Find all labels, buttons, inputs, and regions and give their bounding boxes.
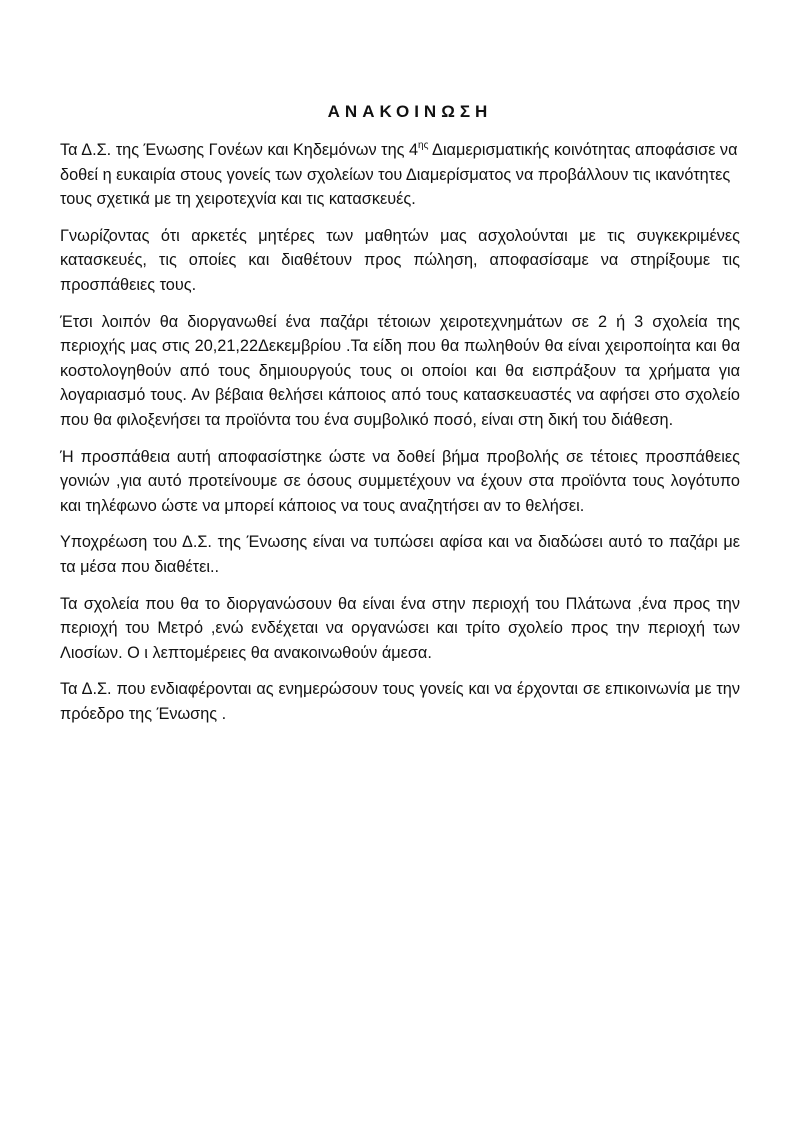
ordinal-suffix: ης bbox=[418, 140, 429, 151]
paragraph-contact: Τα Δ.Σ. που ενδιαφέρονται ας ενημερώσουν τους γονείς και να έρχονται σε επικοινωνία με την πρόεδρο της Ένωσης . bbox=[60, 680, 740, 723]
paragraph-intro-text-1: Τα Δ.Σ. της Ένωσης Γονέων και Κηδεμόνων της 4 bbox=[60, 141, 419, 159]
paragraph-mothers-crafts: Γνωρίζοντας ότι αρκετές μητέρες των μαθητών μας ασχολούνται με τις συγκεκριμένες κατασκευές, τις οποίες και διαθέτουν προς πώληση, αποφασίσαμε να στηρίξουμε τις προσπάθειες τους. bbox=[60, 226, 740, 294]
paragraph-bazaar-details: Έτσι λοιπόν θα διοργανωθεί ένα παζάρι τέτοιων χειροτεχνημάτων σε 2 ή 3 σχολεία της περιοχής μας στις 20,21,22Δεκεμβρίου .Τα είδη που θα πωληθούν θα είναι χειροποίητα και θα κοστολογηθούν από τους δημιουργούς τους οι οποίοι και θα εισπράξουν τα χρήματα για λογαριασμό τους. Αν βέβαια θελήσει κάποιος από τους κατασκευαστές να αφήσει στο σχολείο που θα φιλοξενήσει τα προϊόντα του ένα συμβολικό ποσό, είναι στη δική του διάθεση. bbox=[60, 312, 740, 429]
announcement-page bbox=[60, 100, 740, 738]
paragraph-schools-locations: Τα σχολεία που θα το διοργανώσουν θα είναι ένα στην περιοχή του Πλάτωνα ,ένα προς την περιοχή του Μετρό ,ενώ ενδέχεται να οργανώσει και τρίτο σχολείο προς την περιοχή των Λιοσίων. Ο ι λεπτομέρειες θα ανακοινωθούν άμεσα. bbox=[60, 594, 740, 662]
paragraph-intro bbox=[60, 138, 740, 212]
paragraph-intro-text-2: Διαμερισματικής κοινότητας αποφάσισε να δοθεί η ευκαιρία στους γονείς των σχολείων του Διαμερίσματος να προβάλλουν τις ικανότητες τους σχετικά με τη χειροτεχνία και τις κατασκευές. bbox=[60, 141, 738, 209]
announcement-title: ΑΝΑΚΟΙΝΩΣΗ bbox=[327, 102, 493, 121]
paragraph-promotion: Ή προσπάθεια αυτή αποφασίστηκε ώστε να δοθεί βήμα προβολής σε τέτοιες προσπάθειες γονιών ,για αυτό προτείνουμε σε όσους συμμετέχουν να έχουν στα προϊόντα τους λογότυπο και τηλέφωνο ώστε να μπορεί κάποιος να τους αναζητήσει αν το θελήσει. bbox=[60, 447, 740, 515]
paragraph-union-obligation: Υποχρέωση του Δ.Σ. της Ένωσης είναι να τυπώσει αφίσα και να διαδώσει αυτό το παζάρι με τα μέσα που διαθέτει.. bbox=[60, 533, 740, 576]
